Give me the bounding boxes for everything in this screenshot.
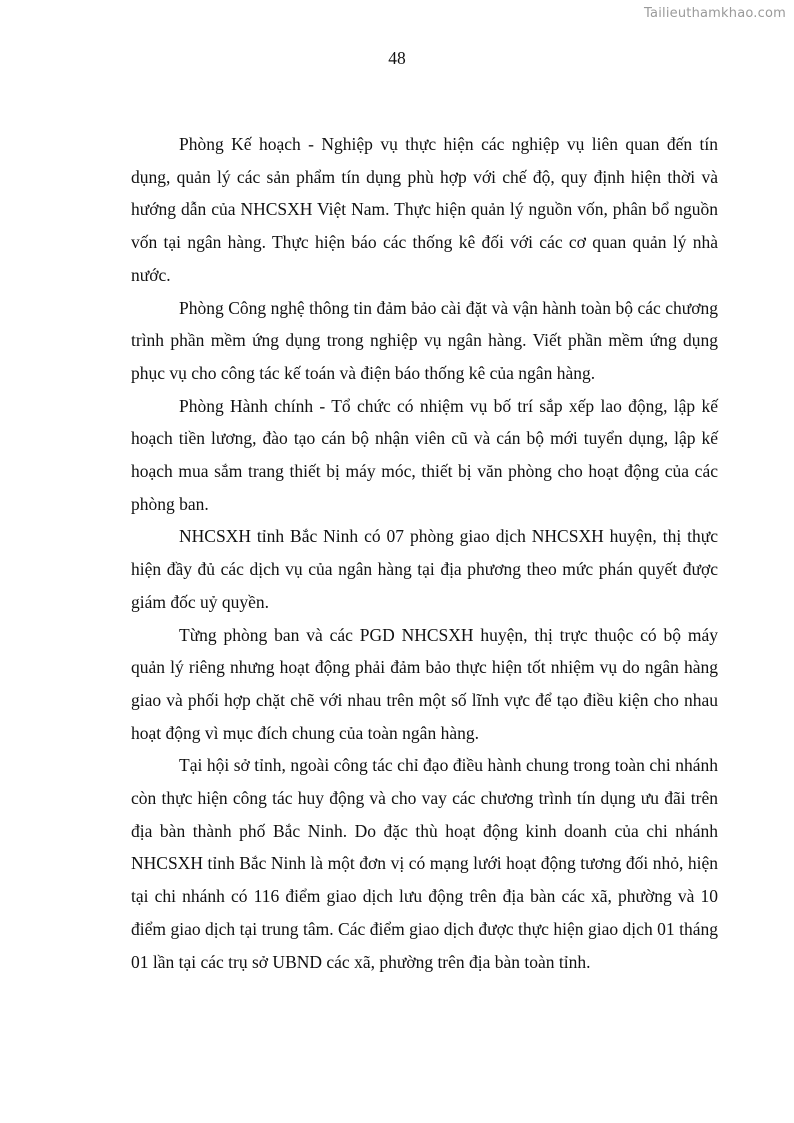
paragraph-ke-hoach: Phòng Kế hoạch - Nghiệp vụ thực hiện các nghiệp vụ liên quan đến tín dụng, quản lý các sản phẩm tín dụng phù hợp với chế độ, quy định hiện thời và hướng dẫn của NHCSXH Việt Nam. Thực hiện quản lý nguồn vốn, phân bổ nguồn vốn tại ngân hàng. Thực hiện báo các thống kê đối với các cơ quan quản lý nhà nước.	[131, 134, 718, 285]
document-body	[131, 128, 718, 978]
paragraph-phong-ban: Từng phòng ban và các PGD NHCSXH huyện, thị trực thuộc có bộ máy quản lý riêng nhưng hoạt động phải đảm bảo thực hiện tốt nhiệm vụ do ngân hàng giao và phối hợp chặt chẽ với nhau trên một số lĩnh vực để tạo điều kiện cho nhau hoạt động vì mục đích chung của toàn ngân hàng.	[131, 624, 718, 743]
paragraph-hoi-so-tinh: Tại hội sở tỉnh, ngoài công tác chỉ đạo điều hành chung trong toàn chi nhánh còn thực hiện công tác huy động và cho vay các chương trình tín dụng ưu đãi trên địa bàn thành phố Bắc Ninh. Do đặc thù hoạt động kinh doanh của chi nhánh NHCSXH tỉnh Bắc Ninh là một đơn vị có mạng lưới hoạt động tương đối nhỏ, hiện tại chi nhánh có 116 điểm giao dịch lưu động trên địa bàn các xã, phường và 10 điểm giao dịch tại trung tâm. Các điểm giao dịch được thực hiện giao dịch 01 tháng 01 lần tại các trụ sở UBND các xã, phường trên địa bàn toàn tỉnh.	[131, 755, 718, 972]
page-number: 48	[388, 48, 406, 68]
watermark: Tailieuthamkhao.com	[644, 6, 786, 21]
paragraph-phong-giao-dich: NHCSXH tỉnh Bắc Ninh có 07 phòng giao dịch NHCSXH huyện, thị thực hiện đầy đủ các dịch vụ của ngân hàng tại địa phương theo mức phán quyết được giám đốc uỷ quyền.	[131, 526, 718, 612]
paragraph-cong-nghe-thong-tin: Phòng Công nghệ thông tin đảm bảo cài đặt và vận hành toàn bộ các chương trình phần mềm ứng dụng trong nghiệp vụ ngân hàng. Viết phần mềm ứng dụng phục vụ cho công tác kế toán và điện báo thống kê của ngân hàng.	[131, 297, 718, 383]
paragraph-hanh-chinh: Phòng Hành chính - Tổ chức có nhiệm vụ bố trí sắp xếp lao động, lập kế hoạch tiền lương, đào tạo cán bộ nhận viên cũ và cán bộ mới tuyển dụng, lập kế hoạch mua sắm trang thiết bị máy móc, thiết bị văn phòng cho hoạt động của các phòng ban.	[131, 395, 718, 514]
